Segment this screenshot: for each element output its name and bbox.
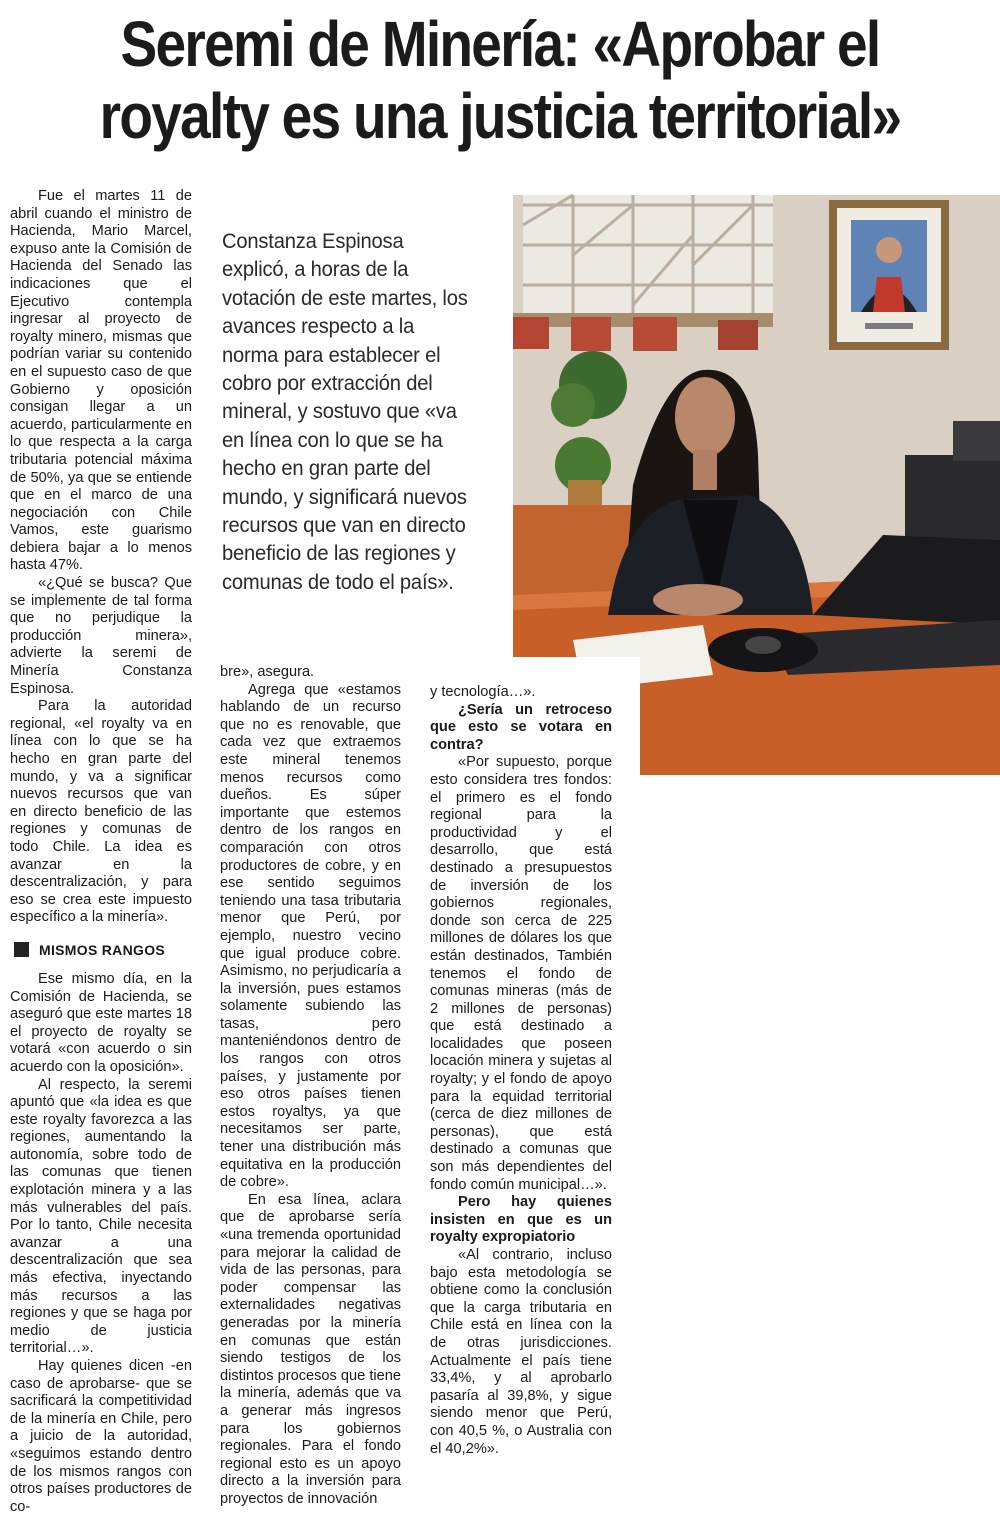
- interview-answer: «Al contrario, incluso bajo esta metodología se obtiene como la conclusión que la carga tributaria en Chile está en línea con la de otras jurisdicciones. Actualmente el país tiene 33,4%, y al aprobarlo pasaría al 39,8%, y sigue siendo menor que Perú, con 40,5 %, o Australia con el 40,2%».: [430, 1247, 612, 1457]
- headline: [70, 8, 930, 152]
- paragraph: Al respecto, la seremi apuntó que «la idea es que este royalty favorezca a las regiones, aumentando la autonomía, sobre todo de las comunas que tienen explotación minera y a las más vulnerables del país. Por lo tanto, Chile necesita avanzar a una descentralización que sea más efectiva, inyectando más recursos a las regiones y que se haga por medio de justicia territorial…».: [10, 1076, 192, 1357]
- interview-question: ¿Sería un retroceso que esto se votara en contra?: [430, 701, 612, 753]
- interview-question: Pero hay quienes insisten en que es un royalty expropiatorio: [430, 1194, 612, 1246]
- article-column-1: [10, 188, 192, 1515]
- paragraph: Ese mismo día, en la Comisión de Hacienda, se aseguró que este martes 18 el proyecto de royalty se votará «con acuerdo o sin acuerdo con la oposición».: [10, 970, 192, 1075]
- headline-line-2: royalty es una justicia territorial»: [99, 80, 901, 152]
- paragraph: bre», asegura.: [220, 664, 315, 680]
- paragraph: Para la autoridad regional, «el royalty va en línea con lo que se ha hecho en gran parte del mundo, y va a significar nuevos recursos que van en directo beneficio de las regiones y comunas de todo Chile. La idea es avanzar en la descentralización, y para eso se crea este impuesto específico a la minería».: [10, 698, 192, 926]
- square-bullet-icon: [14, 942, 29, 957]
- subhead-label: MISMOS RANGOS: [39, 941, 166, 958]
- section-subhead: [10, 941, 192, 959]
- paragraph: En esa línea, aclara que de aprobarse sería «una tremenda oportunidad para mejorar la calidad de vida de las personas, para poder compensar las externalidades negativas generadas por la minería en comunas que están siendo testigos de los distintos procesos que tiene la minería, además que va a generar más ingresos para los gobiernos regionales. Para el fondo regional esto es un apoyo directo a la inversión para proyectos de innovación: [220, 1191, 401, 1507]
- paragraph: «¿Qué se busca? Que se implemente de tal forma que no perjudique la producción minera», advierte la seremi de Minería Constanza Espinosa.: [10, 575, 192, 697]
- article-column-3: [430, 684, 612, 1457]
- interview-answer: «Por supuesto, porque esto considera tres fondos: el primero es el fondo regional para la productividad y el desarrollo, que está destinado a presupuestos de inversión de los gobiernos regionales, donde son cerca de 225 millones de dólares los que están destinados, También tenemos el fondo de comunas mineras (más de 2 millones de personas) que está destinado a localidades que poseen locación minera y sujetas al royalty; y el fondo de apoyo para la equidad territorial (cerca de diez millones de personas), que está destinado a comunas que son más dependientes del fondo común municipal…».: [430, 754, 612, 1193]
- headline-line-1: Seremi de Minería: «Aprobar el: [120, 8, 880, 80]
- paragraph: Hay quienes dicen -en caso de aprobarse- que se sacrificará la competitividad de la minería en Chile, pero a juicio de la autoridad, «seguimos estando dentro de los mismos rangos con otros países productores de co-: [10, 1358, 192, 1515]
- paragraph: y tecnología…».: [430, 684, 536, 700]
- pull-quote: Constanza Espinosa explicó, a horas de la votación de este martes, los avances respecto a la norma para establecer el cobro por extracción del mineral, y sostuvo que «va en línea con lo que se ha hecho en gran parte del mundo, y significará nuevos recursos que van en directo beneficio de las regiones y comunas de todo el país».: [222, 230, 468, 594]
- paragraph: Fue el martes 11 de abril cuando el ministro de Hacienda, Mario Marcel, expuso ante la Comisión de Hacienda del Senado las indicaciones que el Ejecutivo contempla ingresar al proyecto de royalty minero, mismas que podrían variar su contenido en el supuesto caso de que Gobierno y oposición consigan llegar a un acuerdo, particularmente en lo que respecta a la carga tributaria potencial máxima de 50%, ya que se entiende que en el marco de una negociación con Chile Vamos, este guarismo debiera bajar a lo menos hasta 47%.: [10, 188, 192, 574]
- paragraph: Agrega que «estamos hablando de un recurso que no es renovable, que cada vez que extraemos este mineral tenemos menos recursos como dueños. Es súper importante que estemos dentro de los rangos en comparación con otros productores de cobre, y en ese sentido seguimos teniendo una tasa tributaria menor que Perú, por ejemplo, nuestro vecino que igual produce cobre. Asimismo, no perjudicaría a la inversión, pues estamos solamente subiendo las tasas, pero manteniéndonos dentro de los rangos con otros países, y justamente por eso otros países tienen estos royaltys, ya que necesitamos ser parte, tener una distribución más equitativa en la producción de cobre».: [220, 681, 401, 1191]
- article-column-2: [220, 664, 401, 1507]
